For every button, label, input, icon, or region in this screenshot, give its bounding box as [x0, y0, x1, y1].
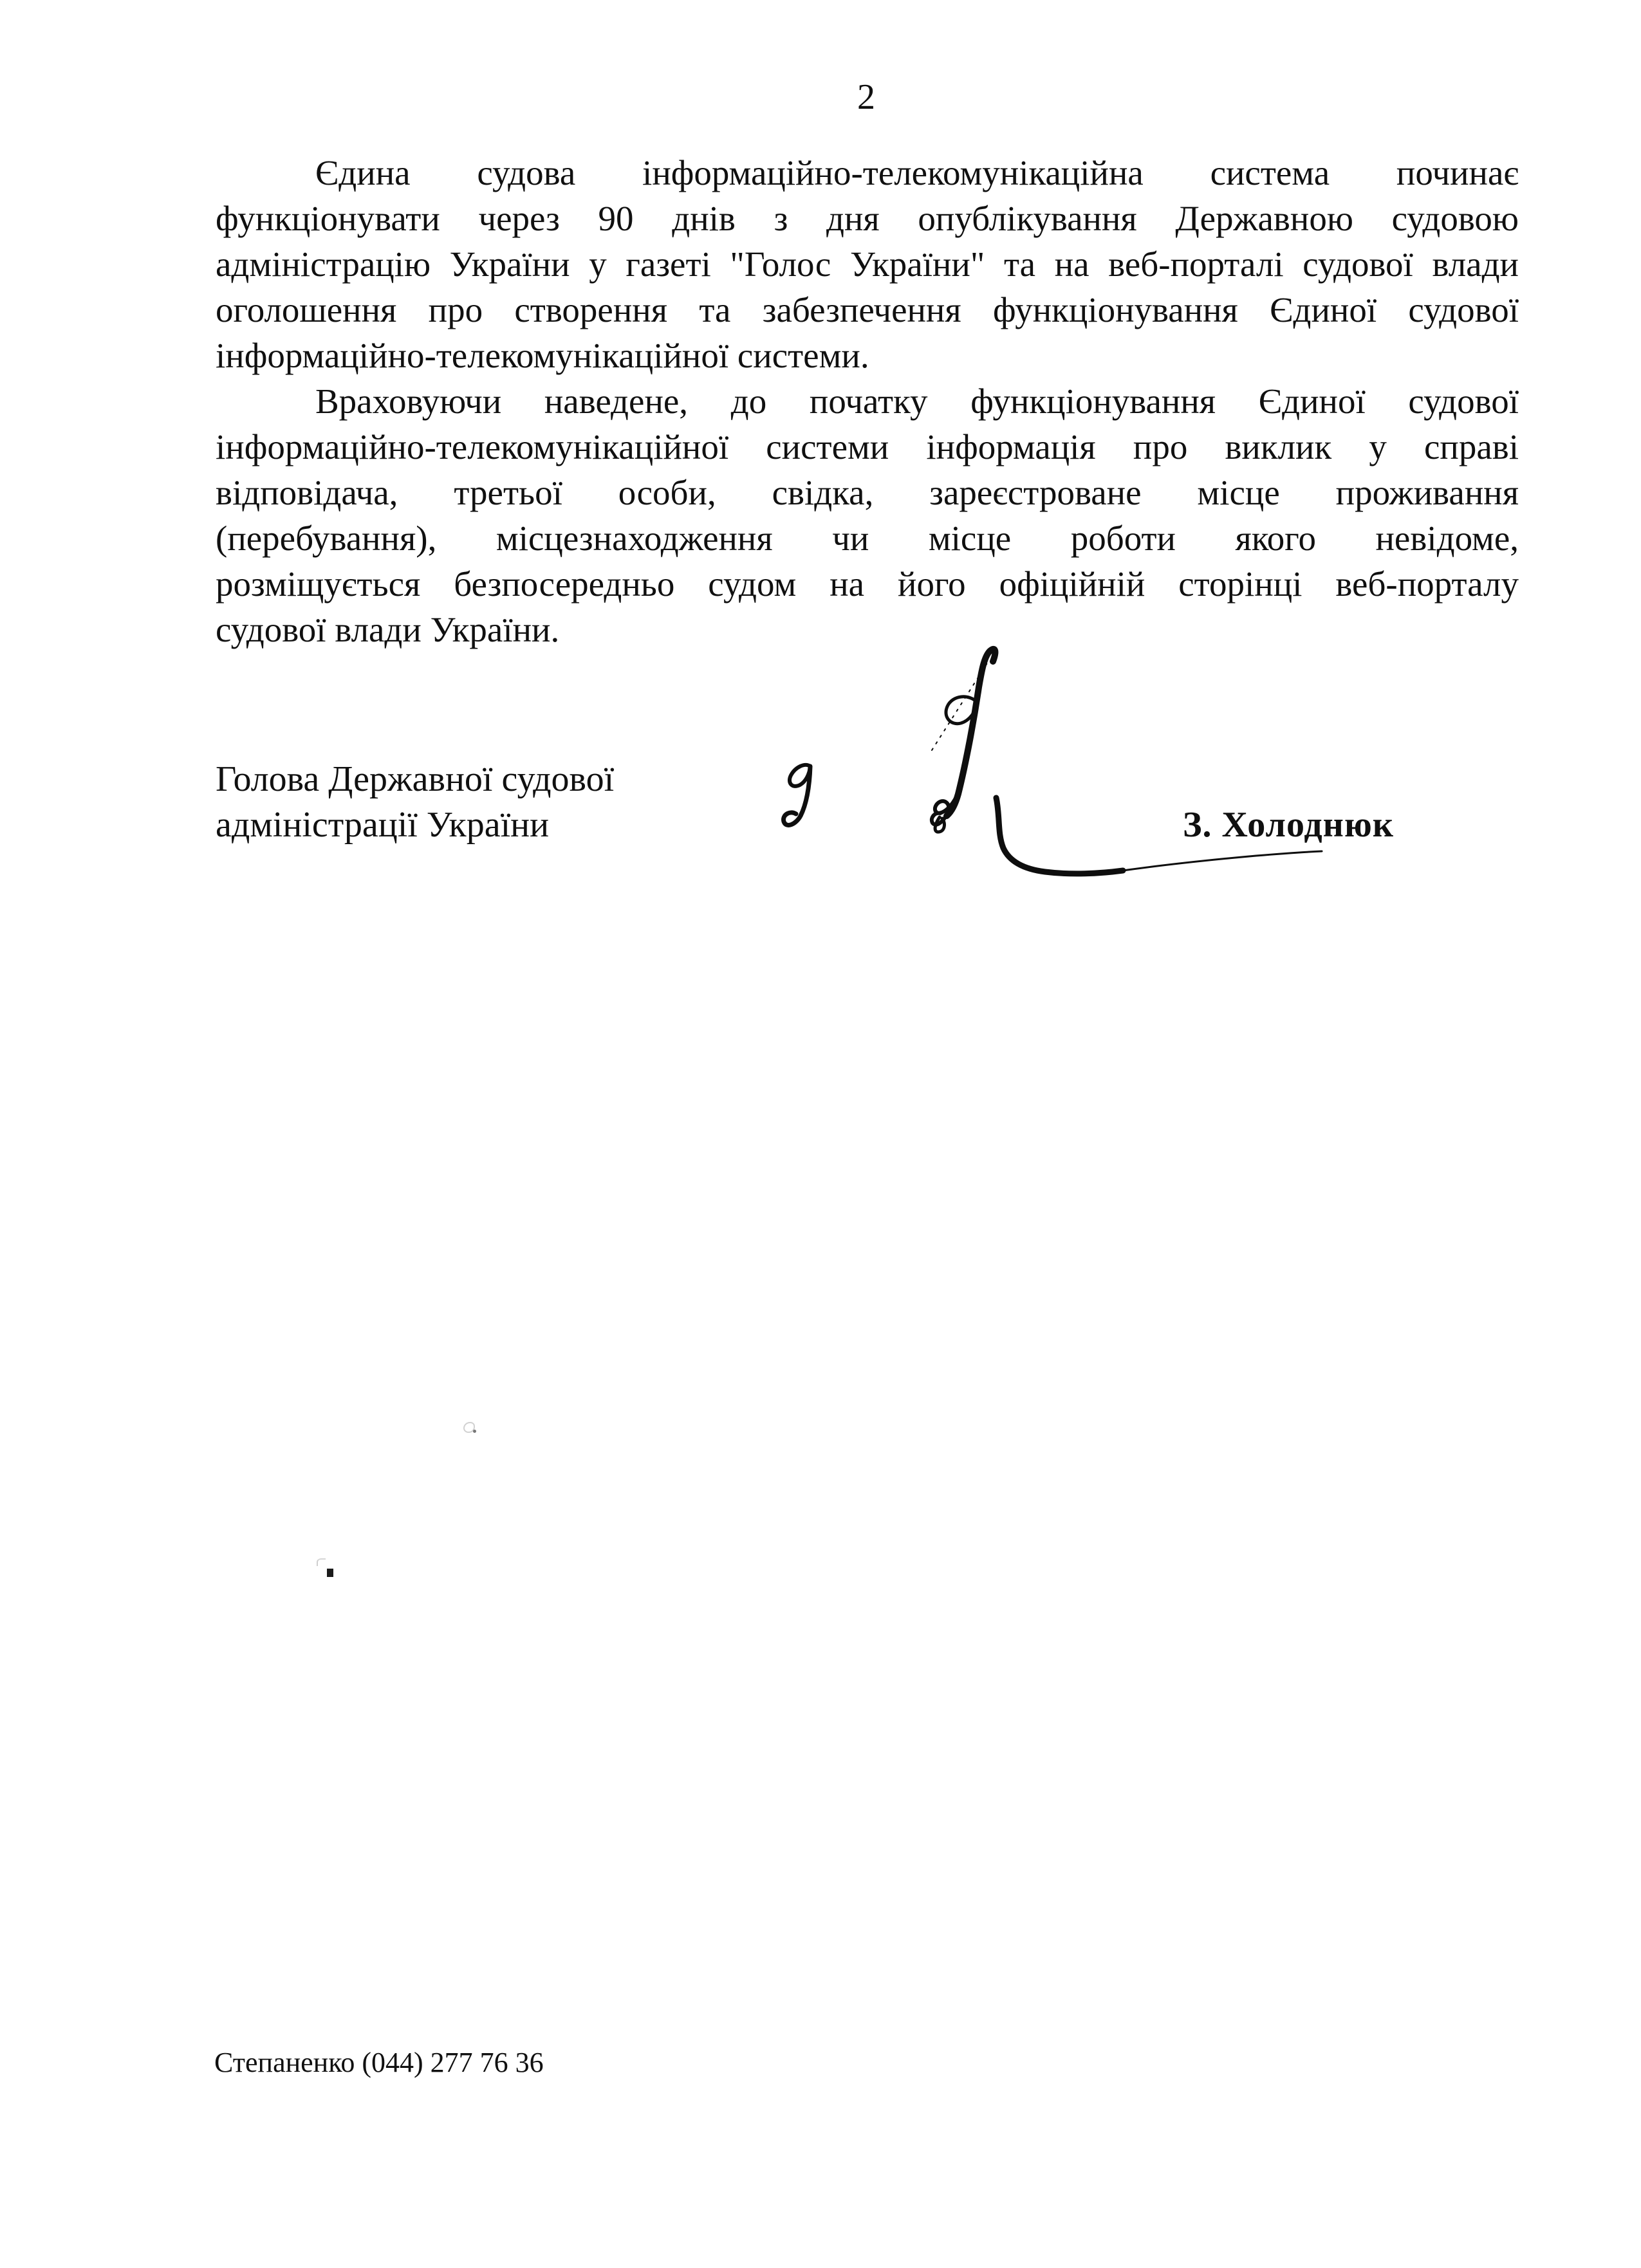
- body-text: [216, 150, 1519, 652]
- signatory-title-line-2: адміністрації України: [216, 805, 550, 845]
- para2-line-2: інформаційно-телекомунікаційної системи інформація про виклик у справі: [216, 427, 1519, 466]
- para2-line-6: судової влади України.: [216, 610, 560, 649]
- para1-line-3: адміністрацію України у газеті "Голос України" та на веб-порталі судової влади: [216, 244, 1519, 284]
- executor-contact: Степаненко (044) 277 76 36: [214, 2047, 544, 2078]
- para1-line-2: функціонувати через 90 днів з дня опублікування Державною судовою: [216, 199, 1519, 238]
- page-number: 2: [857, 77, 875, 117]
- scan-artifact-dot: [327, 1569, 333, 1577]
- para1-line-5: інформаційно-телекомунікаційної системи.: [216, 336, 869, 375]
- para1-line-4: оголошення про створення та забезпечення функціонування Єдиної судової: [216, 290, 1519, 329]
- signatory-name: З. Холоднюк: [1183, 805, 1394, 845]
- para2-line-3: відповідача, третьої особи, свідка, зареєстроване місце проживання: [216, 473, 1519, 512]
- para2-line-1: Враховуючи наведене, до початку функціонування Єдиної судової: [315, 382, 1519, 421]
- signatory-title: [216, 757, 614, 848]
- para2-line-5: розміщується безпосередньо судом на його офіційній сторінці веб-порталу: [216, 564, 1519, 604]
- paragraph-1: [216, 150, 1519, 378]
- para2-line-4: (перебування), місцезнаходження чи місце роботи якого невідоме,: [216, 519, 1519, 558]
- scan-artifact-speck: [463, 1422, 475, 1433]
- signatory-title-line-1: Голова Державної судової: [216, 759, 615, 799]
- paragraph-2: [216, 378, 1519, 652]
- signature-ink: [734, 634, 1351, 891]
- initial-flourish-ink: [784, 765, 810, 825]
- para1-line-1: Єдина судова інформаційно-телекомунікаційна система починає: [315, 153, 1519, 192]
